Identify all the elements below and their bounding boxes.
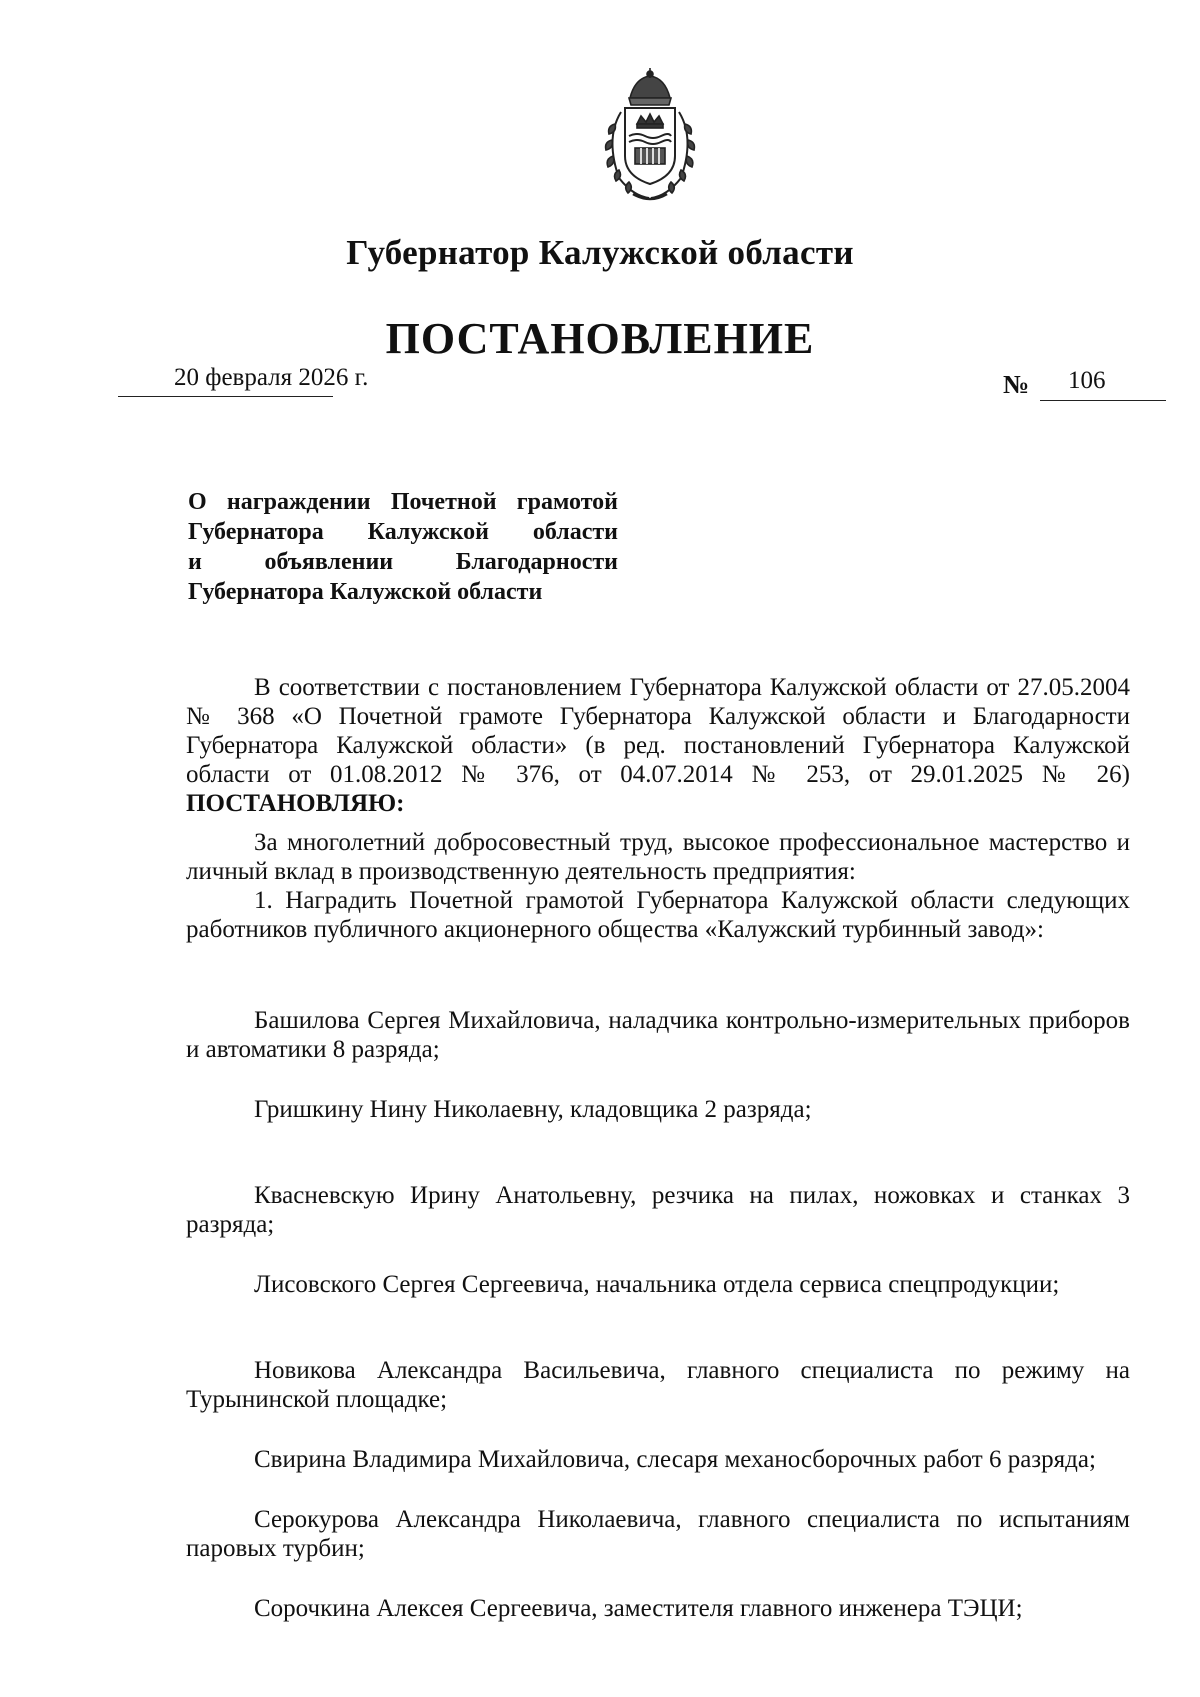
list-item: Серокурова Александра Николаевича, главного специалиста по испытаниям паровых турбин; bbox=[186, 1506, 1130, 1562]
coat-of-arms-icon bbox=[585, 68, 715, 204]
resolve-word: ПОСТАНОВЛЯЮ: bbox=[186, 790, 405, 817]
document-number: 106 bbox=[1068, 367, 1106, 394]
list-item: Лисовского Сергея Сергеевича, начальника отдела сервиса спецпродукции; bbox=[254, 1271, 1060, 1298]
item-1-paragraph bbox=[186, 886, 1130, 944]
subject-line: О награждении Почетной грамотой bbox=[188, 489, 618, 515]
preamble-text: За многолетний добросовестный труд, высокое профессиональное мастерство и личный вклад в производственную деятельность предприятия: bbox=[186, 829, 1130, 885]
preamble-paragraph bbox=[186, 828, 1130, 886]
subject-line: Губернатора Калужской области bbox=[188, 579, 543, 605]
intro-paragraph bbox=[186, 673, 1130, 818]
document-date: 20 февраля 2026 г. bbox=[174, 364, 369, 391]
issuing-authority: Губернатор Калужской области bbox=[346, 233, 854, 272]
list-item: Сорочкина Алексея Сергеевича, заместителя главного инженера ТЭЦИ; bbox=[254, 1595, 1023, 1622]
number-sign: № bbox=[1003, 370, 1030, 399]
item-1-text: 1. Наградить Почетной грамотой Губернатора Калужской области следующих работников публичного акционерного общества «Калужский турбинный завод»: bbox=[186, 887, 1130, 943]
list-item: Гришкину Нину Николаевну, кладовщика 2 разряда; bbox=[254, 1096, 812, 1123]
list-item: Свирина Владимира Михайловича, слесаря механосборочных работ 6 разряда; bbox=[254, 1446, 1096, 1473]
list-item: Башилова Сергея Михайловича, наладчика контрольно-измерительных приборов и автоматики 8 разряда; bbox=[186, 1007, 1130, 1063]
document-subject bbox=[188, 487, 618, 607]
subject-line: Губернатора Калужской области bbox=[188, 519, 618, 545]
awardee-list bbox=[186, 1006, 1130, 1654]
document-type-title: ПОСТАНОВЛЕНИЕ bbox=[385, 314, 815, 363]
subject-line: и объявлении Благодарности bbox=[188, 549, 618, 575]
list-item: Квасневскую Ирину Анатольевну, резчика на пилах, ножовках и станках 3 разряда; bbox=[186, 1182, 1130, 1238]
list-item: Новикова Александра Васильевича, главного специалиста по режиму на Турынинской площадке; bbox=[186, 1357, 1130, 1413]
intro-text: В соответствии с постановлением Губернатора Калужской области от 27.05.2004 № 368 «О Почетной грамоте Губернатора Калужской области и Благодарности Губернатора Калужской области» (в ред. постановлений Губернатора Калужской области от 01.08.2012 № 376, от 04.07.2014 № 253, от 29.01.2025 № 26) bbox=[186, 674, 1130, 788]
